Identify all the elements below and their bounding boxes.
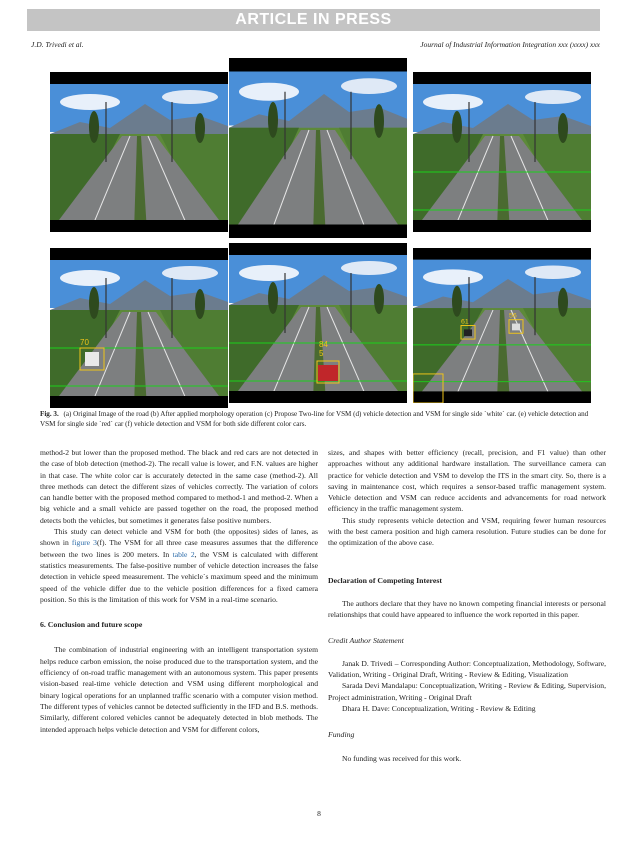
black-border — [413, 391, 591, 403]
road-photo — [229, 58, 407, 238]
running-header-authors: J.D. Trivedi et al. — [31, 40, 84, 49]
black-border — [229, 58, 407, 72]
tree — [374, 104, 384, 138]
paragraph — [40, 526, 318, 605]
cloud — [239, 83, 299, 101]
article-in-press-banner: ARTICLE IN PRESS — [27, 9, 600, 31]
subsection-heading: Credit Author Statement — [328, 635, 404, 645]
cloud — [525, 90, 581, 104]
figure-caption-text: (a) Original Image of the road (b) After applied morphology operation (c) Propose Two-line for VSM (d) vehicle detection and VSM for single side `white` car. (e) vehicle detection and VSM for single side `red` car (f) vehicle detection and VSM for both side different color cars. — [40, 410, 589, 428]
cloud — [162, 90, 218, 104]
paragraph-text: (f). The VSM for all three case measures assumes that the difference between the two lines is 200 meters. In — [40, 538, 318, 559]
table-link[interactable]: table 2 — [172, 549, 195, 559]
black-border — [229, 225, 407, 239]
speed-label: 5 — [319, 349, 324, 358]
section-heading: Declaration of Competing Interest — [328, 575, 442, 585]
cloud — [423, 94, 483, 110]
paragraph: The authors declare that they have no known competing financial interests or personal relationships that could have appeared to influence the work reported in this paper. — [328, 598, 606, 620]
tree — [268, 102, 278, 138]
black-border — [413, 248, 591, 260]
speed-label: 70 — [80, 338, 89, 347]
black-border — [50, 220, 228, 232]
black-border — [229, 243, 407, 255]
paragraph: Sarada Devi Mandalapu: Conceptualization, Writing - Review & Editing, Supervision, Project administration, Writing - Original Draft — [328, 681, 606, 702]
white-car — [85, 352, 99, 366]
tree — [452, 286, 462, 317]
speed-label: 84 — [319, 340, 328, 349]
paragraph: This study represents vehicle detection and VSM, requiring fewer human resources with the best camera position and high camera resolution. Future studies can be done for the optimization of the above case. — [328, 515, 606, 548]
paragraph-text: This study can detect vehicle and VSM for both (the opposites) sides of lanes, as shown in — [40, 527, 318, 548]
figure-panel-f — [413, 248, 591, 403]
figure-panel-b — [229, 58, 407, 238]
running-header-journal: Journal of Industrial Information Integration xxx (xxxx) xxx — [420, 40, 600, 49]
tree — [89, 287, 99, 319]
paragraph-text: , the VSM is calculated with different statistics measurements. The false-positive number of vehicle detection increases the false detection in vehicle speed measurement. The vehicle`s maximum speed and the minimum speed of the vehicle differ due to the vehicle position differences for a fixed camera position. So this is the limitation of this work for VSM in a real-time scenario. — [40, 549, 319, 604]
cloud — [60, 94, 120, 110]
red-car — [318, 365, 338, 381]
cloud — [341, 261, 397, 275]
tree — [195, 113, 205, 143]
paragraph: The combination of industrial engineering with an intelligent transportation system helps reduce carbon emission, the noise produced due to the transportation system, and the efficiency of on-road traffic management with an autonomous system. This paper presents vision-based real-time vehicle detection and VSM using different morphological and binary logical operations for an unplanned traffic scenario with a computer vision method. The different types of vehicles cannot be detected sufficiently in the IFD and B.S. methods. Similarly, different colored vehicles cannot be adequately detected in blob methods. The intended approach helps vehicle detection and VSM for different colors, — [40, 645, 318, 734]
road-photo — [229, 243, 407, 403]
subsection-heading: Funding — [328, 730, 355, 740]
figure-panel-a — [50, 72, 228, 232]
black-border — [413, 72, 591, 84]
black-border — [50, 248, 228, 260]
figure-panel-d — [50, 248, 228, 408]
tree — [558, 288, 568, 317]
cloud — [525, 265, 581, 279]
tree — [268, 282, 278, 314]
right-column — [328, 447, 606, 764]
road-photo — [413, 72, 591, 232]
figure-3 — [50, 58, 600, 403]
cloud — [60, 270, 120, 286]
tree — [374, 284, 384, 314]
figure-panel-c — [413, 72, 591, 232]
paragraph: Dhara H. Dave: Conceptualization, Writing - Review & Editing — [342, 704, 536, 714]
section-heading: 6. Conclusion and future scope — [40, 620, 143, 630]
figure-link[interactable]: figure 3 — [71, 538, 97, 548]
figure-caption-label: Fig. 3. — [40, 410, 59, 418]
tree — [89, 111, 99, 143]
cloud — [162, 266, 218, 280]
paragraph: method-2 but lower than the proposed method. The black and red cars are not detected in the case of blob detection (method-2). The recall value is lower, and F.N. values are higher in that case. The white color car is accurately detected in the same case (method-2). All three methods can detect the different sizes of vehicles correctly. The variation of colors can handle better with the proposed method compared to method-1 and method-2. When a big vehicle and a small vehicle are passed together on the road, the proposed method detects both the vehicles, but sometimes it generates false positive numbers. — [40, 448, 318, 525]
road-photo — [413, 248, 591, 403]
paragraph: sizes, and shapes with better efficiency (recall, precision, and F1 value) than other approaches without any additional hardware installation. The surveillance camera can practice for vehicle detection and VSM to develop the ITS in the smart city. So, there is a saving in maintenance cost, which requires a sensor-based traffic management system. Vehicle detection and VSM can reduce accidents and advancements for road network efficiency in the traffic management system. — [328, 448, 606, 514]
paragraph: Janak D. Trivedi – Corresponding Author: Conceptualization, Methodology, Software, Validation, Writing - Original Draft, Writing - Review & Editing, Visualization — [328, 658, 606, 680]
speed-label: 61 — [461, 318, 469, 326]
light-car — [512, 324, 520, 331]
cloud — [239, 265, 299, 281]
black-border — [50, 72, 228, 84]
cloud — [341, 78, 397, 94]
road-photo — [50, 248, 228, 408]
figure-panel-e — [229, 243, 407, 403]
speed-label: 56 — [509, 312, 517, 320]
paragraph: No funding was received for this work. — [342, 753, 462, 763]
left-column — [40, 447, 318, 735]
black-border — [229, 391, 407, 403]
figure-caption — [40, 409, 600, 429]
page-number: 8 — [317, 809, 321, 818]
tree — [452, 111, 462, 143]
tree — [195, 289, 205, 319]
cloud — [423, 269, 483, 285]
black-border — [413, 220, 591, 232]
dark-car — [464, 329, 472, 336]
tree — [558, 113, 568, 143]
black-border — [50, 396, 228, 408]
road-photo — [50, 72, 228, 232]
